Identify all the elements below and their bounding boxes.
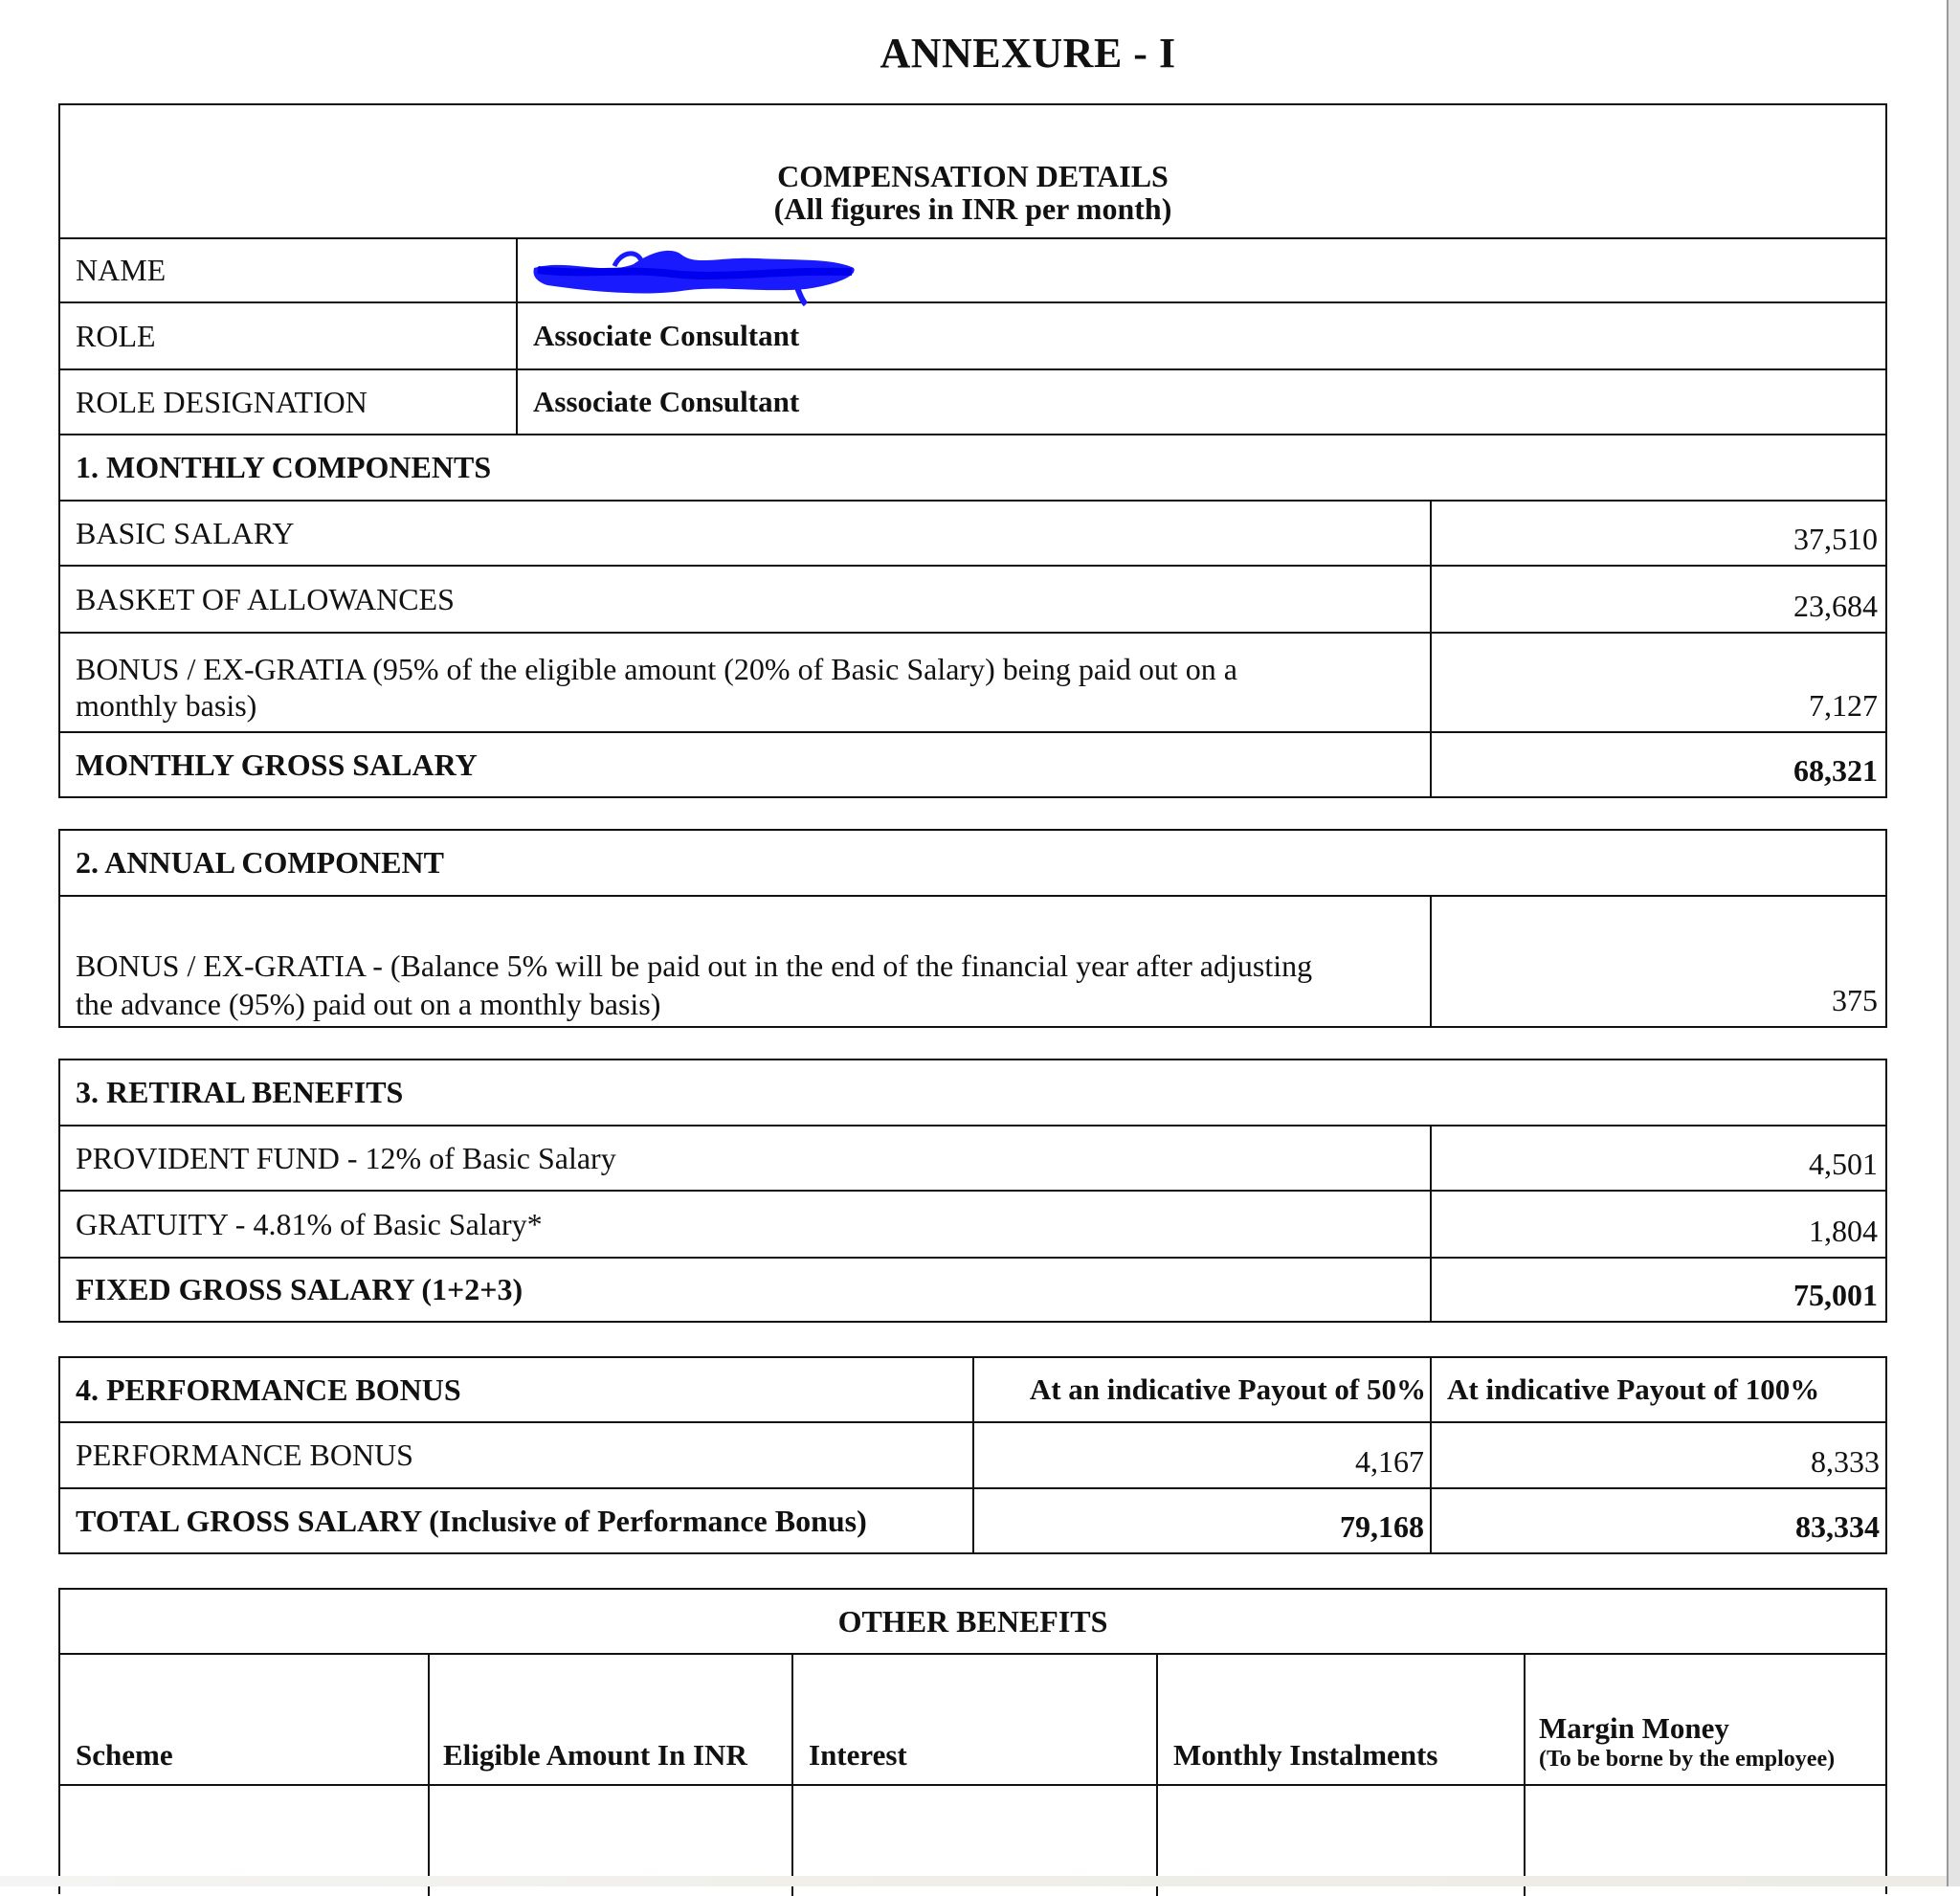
fixed-gross-row <box>60 1259 1885 1321</box>
name-row <box>60 239 1885 303</box>
designation-value: Associate Consultant <box>516 370 799 434</box>
total-gross-row <box>60 1489 1885 1552</box>
allowances-label: BASKET OF ALLOWANCES <box>76 581 455 616</box>
role-value: Associate Consultant <box>516 303 799 368</box>
performance-bonus-50-value: 4,167 <box>972 1423 1430 1487</box>
basic-salary-label: BASIC SALARY <box>76 515 295 550</box>
provident-fund-row <box>60 1126 1885 1192</box>
compensation-table <box>58 103 1887 798</box>
allowances-row <box>60 567 1885 634</box>
vertical-scrollbar[interactable] <box>1947 0 1960 1886</box>
value-divider <box>1430 733 1432 796</box>
margin-money-note: (To be borne by the employee) <box>1539 1747 1836 1772</box>
designation-row <box>60 370 1885 435</box>
column-margin-money <box>1524 1655 1885 1784</box>
annual-heading: 2. ANNUAL COMPONENT <box>76 845 444 880</box>
value-divider <box>1430 567 1432 632</box>
compensation-header <box>60 105 1885 237</box>
allowances-value: 23,684 <box>1793 589 1878 623</box>
performance-bonus-100-value: 8,333 <box>1430 1423 1885 1487</box>
annual-bonus-label <box>76 947 1312 1026</box>
bonus-monthly-value: 7,127 <box>1809 688 1878 723</box>
window-bottom-edge <box>0 1876 1960 1886</box>
value-divider <box>1430 1259 1432 1321</box>
other-benefits-columns-row <box>60 1655 1885 1786</box>
annual-bonus-value: 375 <box>1832 983 1878 1017</box>
other-benefits-heading: OTHER BENEFITS <box>837 1603 1108 1639</box>
monthly-heading-row <box>60 435 1885 502</box>
provident-fund-label: PROVIDENT FUND - 12% of Basic Salary <box>76 1140 616 1175</box>
column-eligible-amount: Eligible Amount In INR <box>428 1655 793 1784</box>
performance-table <box>58 1356 1887 1554</box>
compensation-subheading: (All figures in INR per month) <box>773 191 1172 226</box>
value-divider <box>1430 502 1432 565</box>
retiral-heading: 3. RETIRAL BENEFITS <box>76 1075 404 1109</box>
gratuity-value: 1,804 <box>1809 1214 1878 1248</box>
annual-bonus-row <box>60 897 1885 1026</box>
bonus-monthly-label <box>76 651 1237 731</box>
document-title: ANNEXURE - I <box>880 30 1176 77</box>
value-divider <box>1430 1192 1432 1257</box>
total-gross-50-value: 79,168 <box>972 1489 1430 1552</box>
compensation-heading: COMPENSATION DETAILS <box>777 159 1169 193</box>
basic-salary-value: 37,510 <box>1793 522 1878 556</box>
value-divider <box>1430 1126 1432 1190</box>
role-row <box>60 303 1885 370</box>
value-divider <box>1430 634 1432 731</box>
name-label: NAME <box>76 253 167 287</box>
bonus-monthly-label-line1: BONUS / EX-GRATIA (95% of the eligible amount (20% of Basic Salary) being paid out on a <box>76 652 1237 686</box>
monthly-gross-value: 68,321 <box>1793 753 1878 788</box>
column-interest: Interest <box>791 1655 1157 1784</box>
compensation-header-row <box>60 105 1885 239</box>
monthly-heading: 1. MONTHLY COMPONENTS <box>76 450 492 484</box>
column-monthly-instalments: Monthly Instalments <box>1156 1655 1524 1784</box>
monthly-gross-label: MONTHLY GROSS SALARY <box>76 747 478 782</box>
provident-fund-value: 4,501 <box>1809 1147 1878 1181</box>
performance-bonus-label: PERFORMANCE BONUS <box>76 1438 413 1472</box>
annual-table <box>58 829 1887 1028</box>
column-scheme: Scheme <box>76 1738 173 1772</box>
monthly-gross-row <box>60 733 1885 796</box>
gratuity-label: GRATUITY - 4.81% of Basic Salary* <box>76 1206 543 1241</box>
bonus-monthly-row <box>60 634 1885 733</box>
performance-header-row <box>60 1358 1885 1423</box>
payout-50-header: At an indicative Payout of 50% <box>972 1358 1430 1421</box>
designation-label: ROLE DESIGNATION <box>76 384 368 419</box>
retiral-table <box>58 1059 1887 1323</box>
annual-bonus-label-line2: the advance (95%) paid out on a monthly basis) <box>76 987 661 1021</box>
margin-money-label: Margin Money <box>1539 1711 1729 1745</box>
redacted-name-scribble <box>528 247 863 306</box>
gratuity-row <box>60 1192 1885 1259</box>
fixed-gross-value: 75,001 <box>1793 1278 1878 1312</box>
role-label: ROLE <box>76 318 156 353</box>
value-divider <box>1430 897 1432 1026</box>
other-benefits-heading-row <box>60 1590 1885 1655</box>
other-benefits-table <box>58 1588 1887 1894</box>
total-gross-label: TOTAL GROSS SALARY (Inclusive of Performance Bonus) <box>76 1503 867 1538</box>
total-gross-100-value: 83,334 <box>1430 1489 1885 1552</box>
bonus-monthly-label-line2: monthly basis) <box>76 688 257 723</box>
performance-bonus-row <box>60 1423 1885 1489</box>
payout-100-header: At indicative Payout of 100% <box>1430 1358 1885 1421</box>
performance-heading: 4. PERFORMANCE BONUS <box>76 1372 461 1407</box>
fixed-gross-label: FIXED GROSS SALARY (1+2+3) <box>76 1272 523 1306</box>
retiral-heading-row <box>60 1060 1885 1126</box>
annual-heading-row <box>60 831 1885 897</box>
basic-salary-row <box>60 502 1885 567</box>
annual-bonus-label-line1: BONUS / EX-GRATIA - (Balance 5% will be paid out in the end of the financial year after adjusting <box>76 948 1313 983</box>
